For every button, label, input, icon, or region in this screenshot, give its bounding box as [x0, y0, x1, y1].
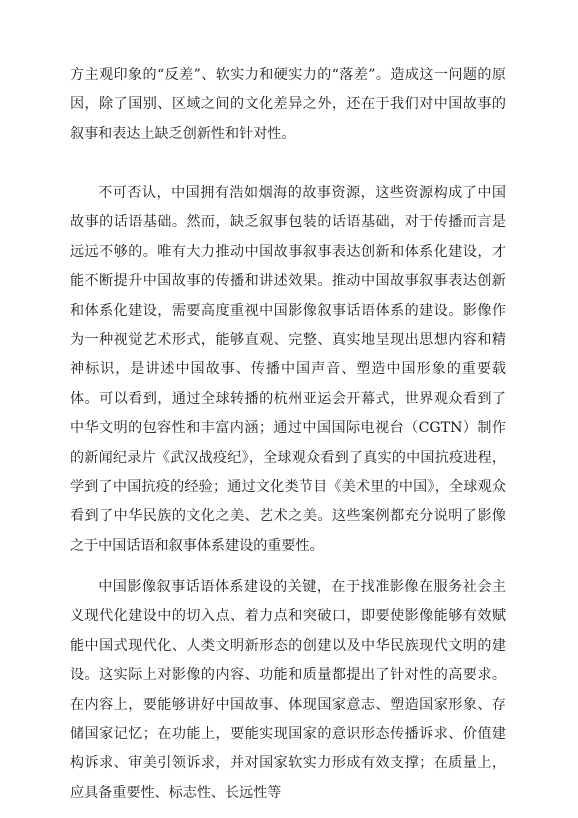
paragraph-image-narrative-system: 中国影像叙事话语体系建设的关键，在于找准影像在服务社会主义现代化建设中的切入点、着力点和突破口，即要使影像能够有效赋能中国式现代化、人类文明新形态的创建以及中华民族现代文明的建设。这实际上对影像的内容、功能和质量都提出了针对性的高要求。在内容上，要能够讲好中国故事、体现国家意志、塑造国家形象、存储国家记忆；在功能上，要能实现国家的意识形态传播诉求、价值建构诉求、审美引领诉求，并对国家软实力形成有效支撑；在质量上，应具备重要性、标志性、长远性等: [70, 579, 506, 801]
paragraph-story-resources: 不可否认，中国拥有浩如烟海的故事资源，这些资源构成了中国故事的话语基础。然而，缺乏叙事包装的话语基础，对于传播而言是远远不够的。唯有大力推动中国故事叙事表达创新和体系化建设，才能不断提升中国故事的传播和讲述效果。推动中国故事叙事表达创新和体系化建设，需要高度重视中国影像叙事话语体系的建设。影像作为一种视觉艺术形式，能够直观、完整、真实地呈现出思想内容和精神标识，是讲述中国故事、传播中国声音、塑造中国形象的重要载体。可以看到，通过全球转播的杭州亚运会开幕式，世界观众看到了中华文明的包容性和丰富内涵；通过中国国际电视台（CGTN）制作的新闻纪录片《武汉战疫纪》，全球观众看到了真实的中国抗疫进程，学到了中国抗疫的经验；通过文化类节目《美术里的中国》，全球观众看到了中华民族的文化之美、艺术之美。这些案例都充分说明了影像之于中国话语和叙事体系建设的重要性。: [70, 185, 506, 554]
paragraph-continuation: 方主观印象的“反差”、软实力和硬实力的“落差”。造成这一问题的原因，除了国别、区域之间的文化差异之外，还在于我们对中国故事的叙事和表达上缺乏创新性和针对性。: [70, 67, 506, 142]
